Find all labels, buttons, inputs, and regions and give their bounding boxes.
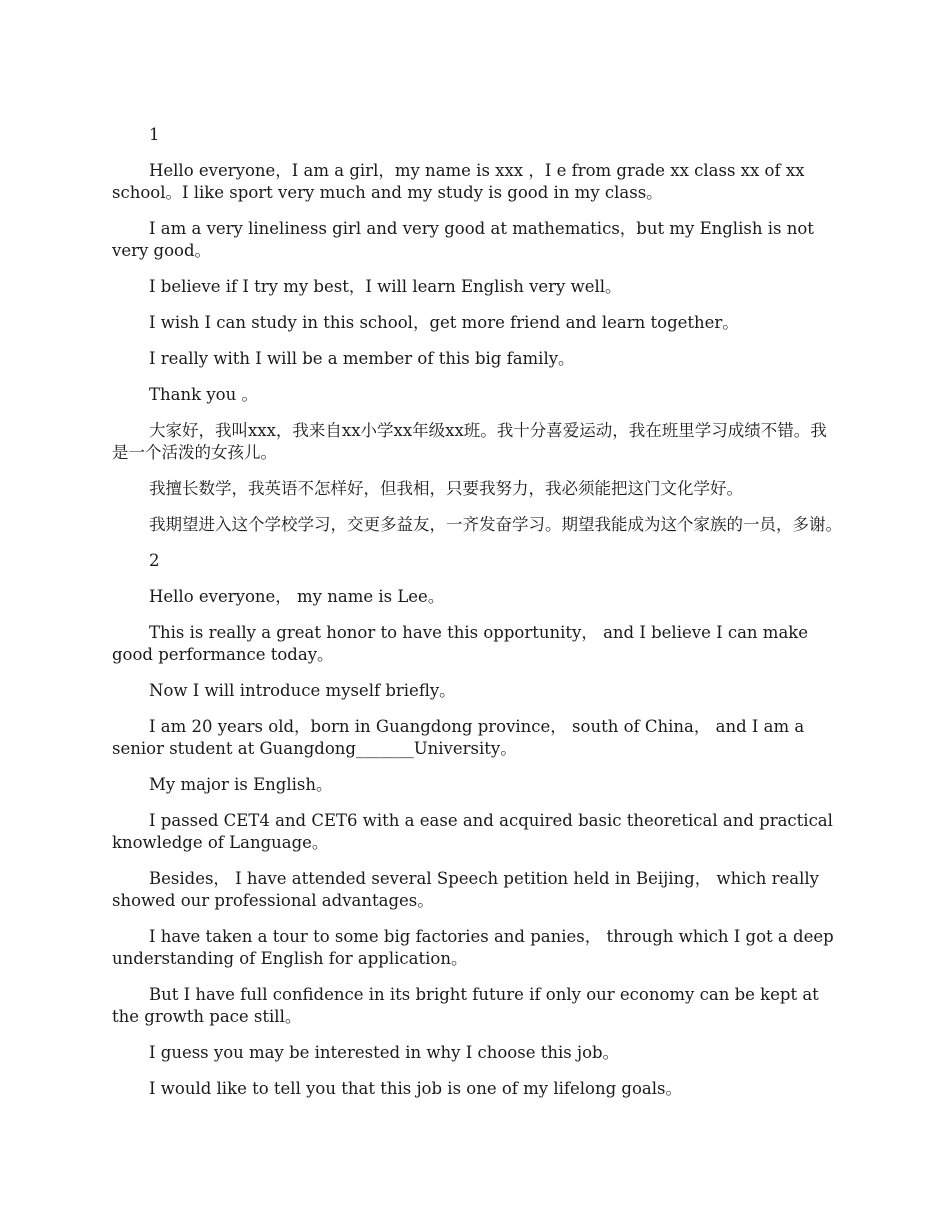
paragraph: Hello everyone，I am a girl，my name is xxx ，I e from grade xx class xx of xx school。I like sport very much and my study is good in my class。 xyxy=(112,161,805,202)
paragraph: I believe if I try my best，I will learn English very well。 xyxy=(149,277,622,296)
paragraph: I would like to tell you that this job is one of my lifelong goals。 xyxy=(149,1079,683,1098)
paragraph: This is really a great honor to have this opportunity， and I believe I can make good performance today。 xyxy=(112,623,809,664)
paragraph: I wish I can study in this school，get more friend and learn together。 xyxy=(149,313,739,332)
paragraph: Thank you 。 xyxy=(149,385,258,404)
paragraph: I passed CET4 and CET6 with a ease and acquired basic theoretical and practical knowledge of Language。 xyxy=(112,811,833,852)
paragraph: I really with I will be a member of this big family。 xyxy=(149,349,575,368)
paragraph: I am a very lineliness girl and very good at mathematics，but my English is not very good。 xyxy=(112,219,814,260)
section-number: 2 xyxy=(149,551,160,570)
paragraph: My major is English。 xyxy=(149,775,333,794)
document-body xyxy=(112,124,842,1114)
paragraph: 我期望进入这个学校学习，交更多益友，一齐发奋学习。期望我能成为这个家族的一员，多谢。 xyxy=(149,515,842,534)
paragraph: 大家好，我叫xxx，我来自xx小学xx年级xx班。我十分喜爱运动，我在班里学习成绩不错。我是一个活泼的女孩儿。 xyxy=(112,421,827,462)
paragraph: Besides， I have attended several Speech petition held in Beijing， which really showed our professional advantages。 xyxy=(112,869,819,910)
paragraph: Now I will introduce myself briefly。 xyxy=(149,681,456,700)
paragraph: But I have full confidence in its bright future if only our economy can be kept at the growth pace still。 xyxy=(112,985,819,1026)
paragraph: 我擅长数学，我英语不怎样好，但我相，只要我努力，我必须能把这门文化学好。 xyxy=(149,479,743,498)
paragraph: I guess you may be interested in why I choose this job。 xyxy=(149,1043,620,1062)
paragraph: Hello everyone， my name is Lee。 xyxy=(149,587,445,606)
section-number: 1 xyxy=(149,125,160,144)
paragraph: I am 20 years old，born in Guangdong province， south of China， and I am a senior student at Guangdong_______University。 xyxy=(112,717,805,758)
paragraph: I have taken a tour to some big factories and panies， through which I got a deep understanding of English for application。 xyxy=(112,927,834,968)
